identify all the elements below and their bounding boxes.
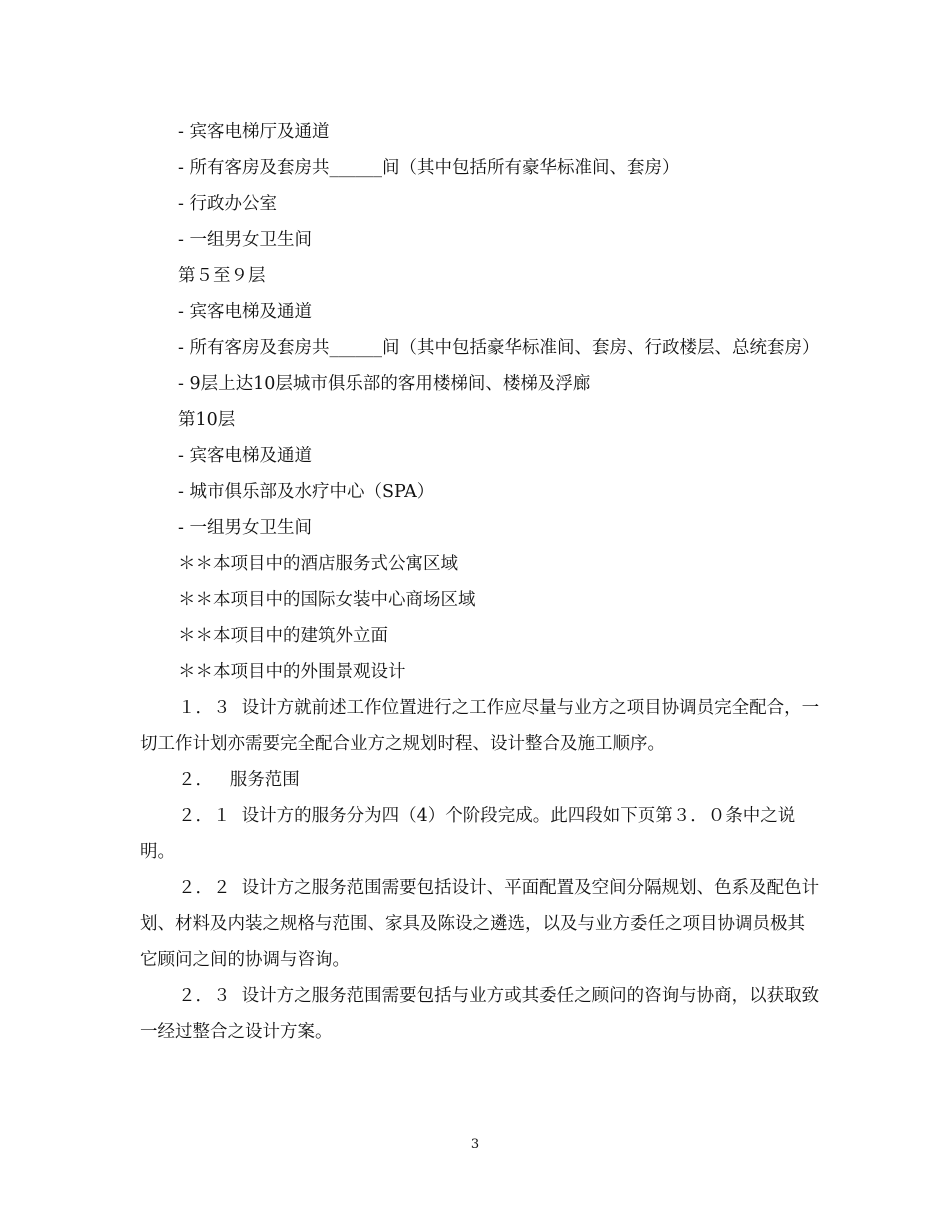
section-heading: ２． 服务范围	[178, 770, 300, 790]
clause-paragraph: １．３ 设计方就前述工作位置进行之工作应尽量与业方之项目协调员完全配合，一切工作计划亦需要完全配合业方之规划时程、设计整合及施工顺序。	[140, 698, 820, 754]
list-item: - 一组男女卫生间	[178, 518, 312, 538]
list-item: - 一组男女卫生间	[178, 230, 312, 250]
scope-note: ＊＊本项目中的建筑外立面	[178, 626, 388, 646]
floor-heading: 第10层	[178, 410, 236, 430]
page-number: 3	[470, 1137, 480, 1152]
floor-heading: 第５至９层	[178, 266, 266, 286]
list-item: - 9层上达10层城市俱乐部的客用楼梯间、楼梯及浮廊	[178, 374, 591, 394]
list-item: - 宾客电梯及通道	[178, 302, 312, 322]
scope-note: ＊＊本项目中的国际女装中心商场区域	[178, 590, 476, 610]
list-item: - 所有客房及套房共______间（其中包括豪华标准间、套房、行政楼层、总统套房）	[178, 338, 820, 358]
clause-paragraph: ２．１ 设计方的服务分为四（4）个阶段完成。此四段如下页第３．０条中之说明。	[140, 806, 796, 862]
list-item: - 宾客电梯及通道	[178, 446, 312, 466]
list-item: - 宾客电梯厅及通道	[178, 122, 330, 142]
clause-paragraph: ２．３ 设计方之服务范围需要包括与业方或其委任之顾问的咨询与协商，以获取致一经过整合之设计方案。	[140, 986, 820, 1042]
clause-paragraph: ２．２ 设计方之服务范围需要包括设计、平面配置及空间分隔规划、色系及配色计划、材料及内装之规格与范围、家具及陈设之遴选，以及与业方委任之项目协调员极其它顾问之间的协调与咨询。	[140, 878, 820, 970]
scope-note: ＊＊本项目中的外围景观设计	[178, 662, 406, 682]
list-item: - 城市俱乐部及水疗中心（SPA）	[178, 482, 435, 502]
document-body	[140, 114, 820, 1050]
list-item: - 行政办公室	[178, 194, 277, 214]
list-item: - 所有客房及套房共______间（其中包括所有豪华标准间、套房）	[178, 158, 680, 178]
scope-note: ＊＊本项目中的酒店服务式公寓区域	[178, 554, 458, 574]
